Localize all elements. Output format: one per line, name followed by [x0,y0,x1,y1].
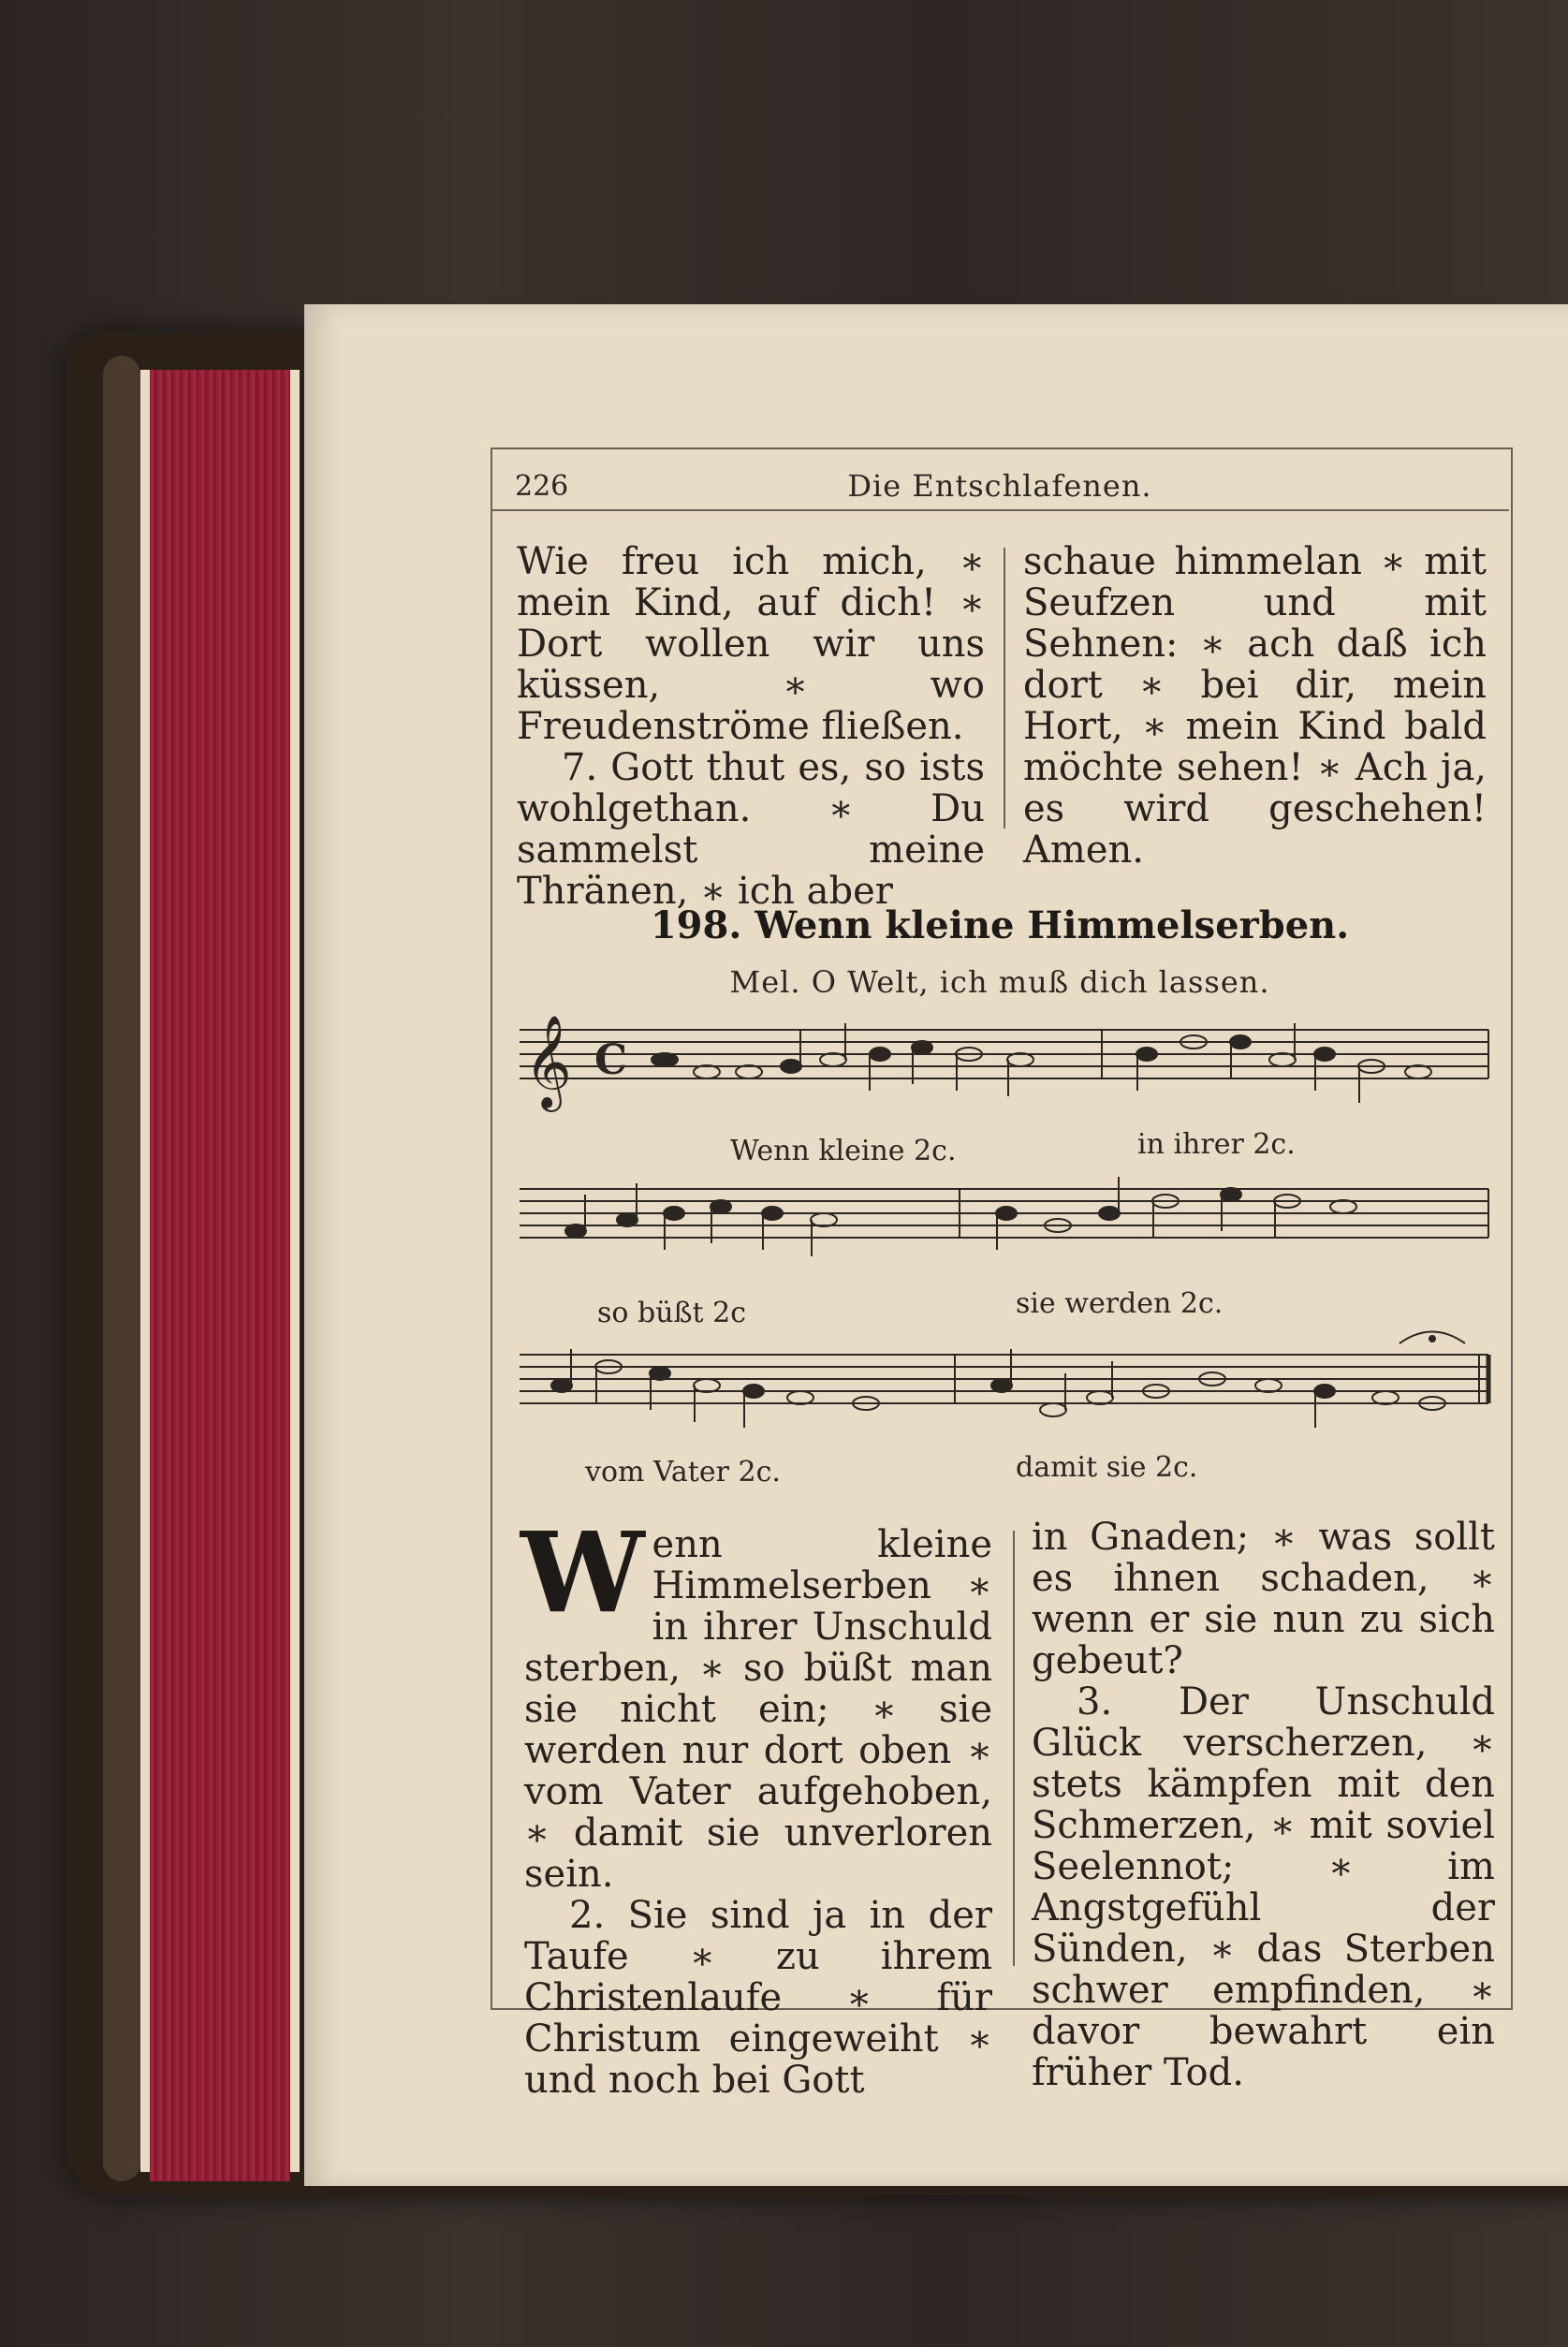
running-title: Die Entschlafenen. [847,468,1152,504]
verse-1 [520,1507,992,1896]
drop-cap: W [520,1507,645,1637]
treble-clef-icon: 𝄞 [524,1016,572,1108]
common-time-icon: C [594,1036,628,1084]
verse-1-text: enn kleine Himmelserben ∗ in ihrer Unschuld sterben, ∗ so büßt man sie nicht ein; ∗ sie werden nur dort oben ∗ vom Vater aufgehoben, ∗ damit sie unverloren sein. [524,1523,992,1896]
prev-hymn-right-column [1023,541,1487,871]
verse-2-continued: in Gnaden; ∗ was sollt es ihnen schaden, ∗ wenn er sie nun zu sich gebeut? [1032,1516,1495,1682]
page-number: 226 [515,470,569,503]
music-cue: sie werden 2c. [1016,1287,1224,1320]
verse-3: 3. Der Unschuld Glück verscherzen, ∗ stets kämpfen mit den Schmerzen, ∗ mit soviel Seelennot; ∗ im Angstgefühl der Sünden, ∗ das Sterben schwer empfinden, ∗ davor bewahrt ein früher Tod. [1032,1680,1495,2094]
verse-2: 2. Sie sind ja in der Taufe ∗ zu ihrem Christenlaufe ∗ für Christum eingeweiht ∗ und noch bei Gott [524,1894,992,2102]
music-cue: in ihrer 2c. [1137,1128,1296,1161]
page-header [491,466,1509,511]
column-divider-top [1004,548,1005,829]
column-divider-bottom [1013,1531,1015,1966]
fermata-dot-icon [1429,1336,1435,1342]
prev-hymn-paragraph: Wie freu ich mich, ∗ mein Kind, auf dich! ∗ Dort wollen wir uns küssen, ∗ wo Freudenströme fließen. [517,540,985,748]
hymn-title: 198. Wenn kleine Himmelserben. [650,903,1350,947]
melody-line: Mel. O Welt, ich muß dich lassen. [729,964,1270,1000]
prev-hymn-verse-7: 7. Gott thut es, so ists wohlgethan. ∗ Du sammelst meine Thränen, ∗ ich aber [517,746,985,913]
music-cue: Wenn kleine 2c. [730,1135,957,1167]
music-cue: so büßt 2c [597,1297,747,1329]
prev-hymn-left-column [517,541,985,912]
music-cue: vom Vater 2c. [585,1456,781,1489]
music-cue: damit sie 2c. [1016,1451,1198,1484]
hymn-right-column [1032,1517,1495,2093]
hymn-left-column [520,1507,992,2102]
red-page-edges [150,370,290,2181]
staff-1-notes [652,1023,1431,1103]
book-spine-edge [103,356,140,2181]
music-notation [520,1016,1498,1503]
prev-hymn-paragraph: schaue himmelan ∗ mit Seufzen und mit Sehnen: ∗ ach daß ich dort ∗ bei dir, mein Hort, ∗ mein Kind bald möchte sehen! ∗ Ach ja, es wird geschehen! Amen. [1023,540,1487,872]
